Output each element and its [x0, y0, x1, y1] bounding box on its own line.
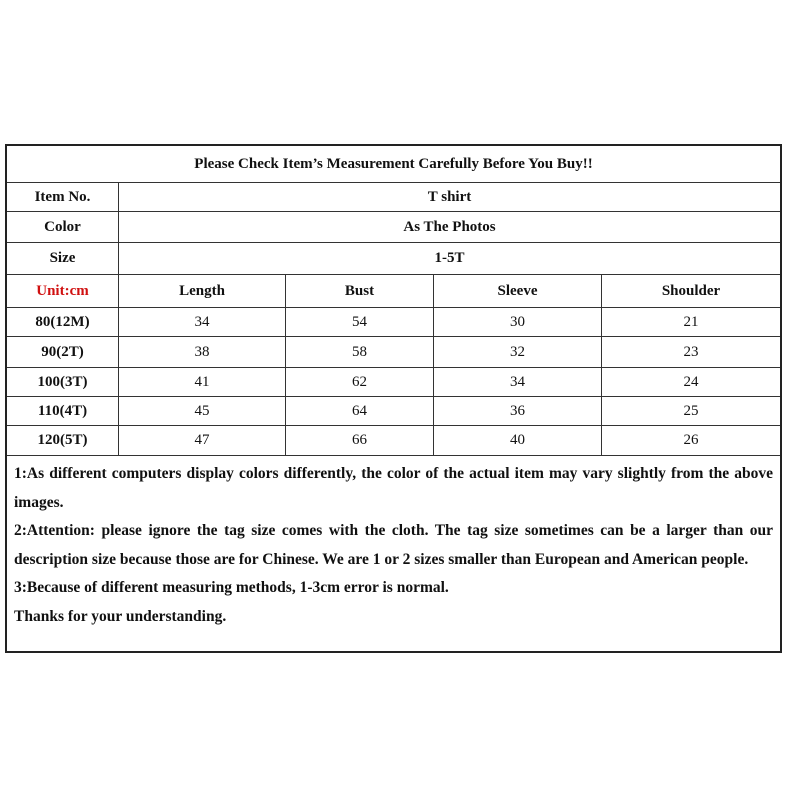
table-cell-bust: 62	[286, 368, 434, 396]
info-row-color	[7, 212, 780, 243]
table-cell-bust: 54	[286, 308, 434, 336]
note-item: 1:As different computers display colors differently, the color of the actual item may vary slightly from the above images.	[14, 465, 773, 511]
table-row	[7, 368, 780, 397]
measurement-sheet	[5, 144, 782, 653]
table-row	[7, 397, 780, 426]
table-row	[7, 337, 780, 368]
table-cell-sleeve: 32	[434, 337, 602, 367]
notes-section	[7, 456, 780, 651]
info-row-item-no	[7, 183, 780, 212]
table-row	[7, 308, 780, 337]
table-cell-bust: 58	[286, 337, 434, 367]
table-cell-shoulder: 23	[683, 343, 699, 360]
info-value-color: As The Photos	[403, 218, 496, 235]
table-cell-sleeve: 34	[434, 368, 602, 396]
table-cell-sleeve: 40	[434, 426, 602, 455]
sheet-title: Please Check Item’s Measurement Carefully Before You Buy!!	[194, 155, 593, 172]
info-value-size: 1-5T	[434, 250, 465, 266]
info-label-size: Size	[7, 243, 119, 274]
note-item: 2:Attention: please ignore the tag size comes with the cloth. The tag size sometimes can be a larger than our description size because those are for Chinese. We are 1 or 2 sizes smaller than European and American people.	[14, 522, 773, 568]
table-cell-length: 47	[119, 426, 286, 455]
unit-label: Unit:cm	[7, 275, 119, 307]
table-row	[7, 426, 780, 456]
info-row-size	[7, 243, 780, 275]
table-cell-shoulder: 25	[683, 402, 699, 419]
table-cell-length: 34	[119, 308, 286, 336]
column-header-shoulder: Shoulder	[661, 282, 721, 299]
row-size-label: 80(12M)	[7, 308, 119, 336]
row-size-label: 110(4T)	[7, 397, 119, 425]
table-cell-sleeve: 30	[434, 308, 602, 336]
table-cell-bust: 66	[286, 426, 434, 455]
column-header-length: Length	[119, 275, 286, 307]
table-cell-length: 45	[119, 397, 286, 425]
row-size-label: 90(2T)	[7, 337, 119, 367]
table-header-row	[7, 275, 780, 308]
table-cell-length: 38	[119, 337, 286, 367]
column-header-sleeve: Sleeve	[434, 275, 602, 307]
table-cell-sleeve: 36	[434, 397, 602, 425]
table-cell-bust: 64	[286, 397, 434, 425]
info-label-color: Color	[7, 212, 119, 242]
title-row	[7, 146, 780, 183]
table-cell-shoulder: 24	[683, 373, 699, 390]
table-cell-shoulder: 21	[683, 313, 699, 330]
table-cell-shoulder: 26	[683, 432, 699, 448]
info-value-item-no: T shirt	[427, 188, 472, 205]
note-closing: Thanks for your understanding.	[14, 607, 227, 625]
note-item: 3:Because of different measuring methods, 1-3cm error is normal.	[14, 579, 449, 597]
row-size-label: 120(5T)	[7, 426, 119, 455]
row-size-label: 100(3T)	[7, 368, 119, 396]
column-header-bust: Bust	[286, 275, 434, 307]
info-label-item-no: Item No.	[7, 183, 119, 211]
table-cell-length: 41	[119, 368, 286, 396]
